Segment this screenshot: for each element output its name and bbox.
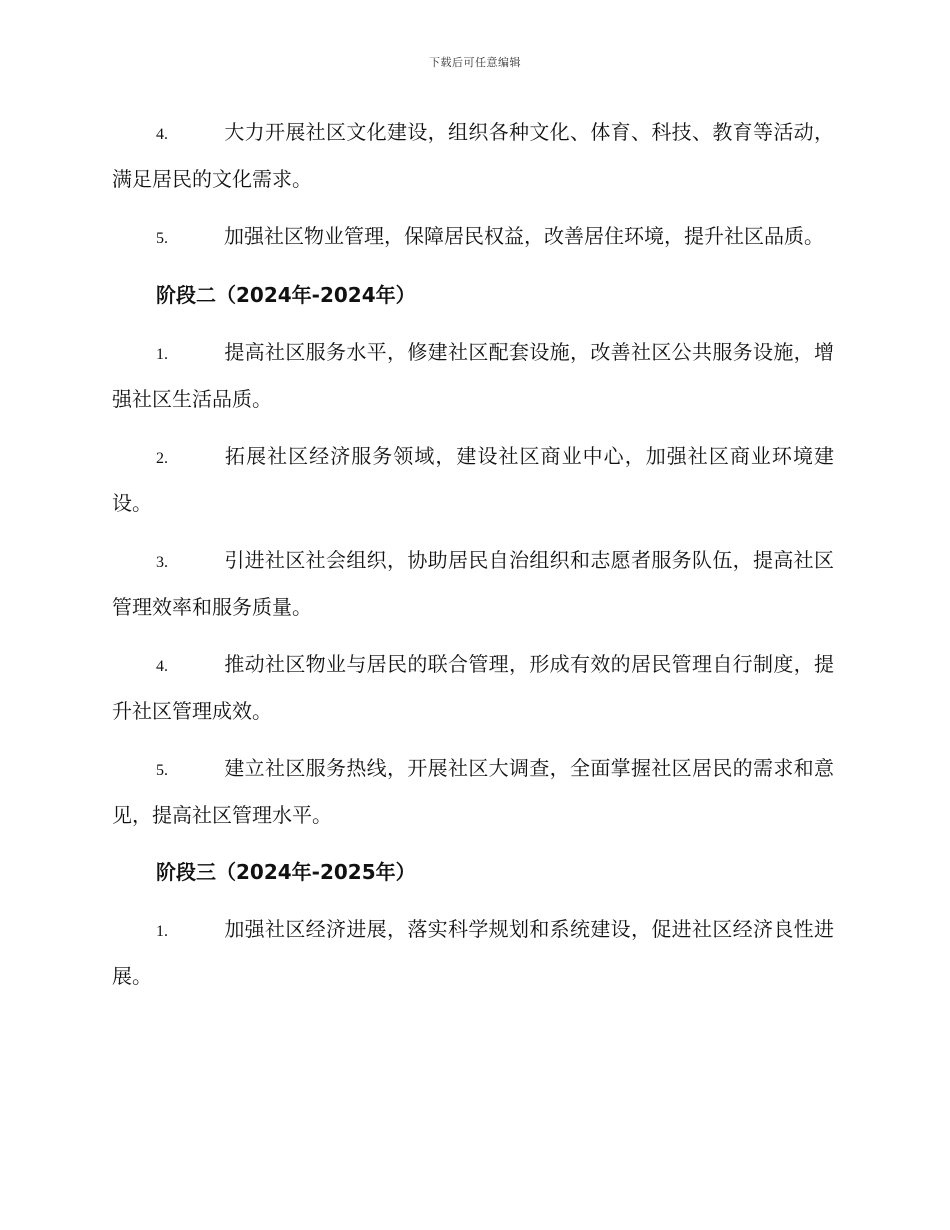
list-item [112, 642, 834, 734]
list-item [112, 110, 834, 202]
item-text: 提高社区服务水平，修建社区配套设施，改善社区公共服务设施，增强社区生活品质。 [112, 340, 834, 411]
section-heading-stage-three: 阶段三（2024年-2025年） [156, 860, 416, 884]
item-text: 拓展社区经济服务领域，建设社区商业中心，加强社区商业环境建设。 [112, 444, 834, 515]
list-item [112, 434, 834, 526]
item-number: 4. [156, 126, 168, 143]
item-text: 推动社区物业与居民的联合管理，形成有效的居民管理自行制度，提升社区管理成效。 [112, 652, 834, 723]
item-number: 1. [156, 346, 168, 363]
item-text: 建立社区服务热线，开展社区大调查，全面掌握社区居民的需求和意见，提高社区管理水平。 [112, 756, 834, 827]
list-item [112, 907, 834, 999]
item-text: 加强社区物业管理，保障居民权益，改善居住环境，提升社区品质。 [224, 224, 824, 248]
page-header: 下载后可任意编辑 [429, 56, 521, 69]
item-number: 5. [156, 762, 168, 779]
item-number: 5. [156, 230, 168, 247]
item-number: 4. [156, 658, 168, 675]
section-heading-stage-two: 阶段二（2024年-2024年） [156, 283, 416, 307]
item-text: 引进社区社会组织，协助居民自治组织和志愿者服务队伍，提高社区管理效率和服务质量。 [112, 548, 834, 619]
item-number: 3. [156, 554, 168, 571]
document-body [112, 110, 834, 1011]
list-item [112, 214, 834, 261]
item-text: 大力开展社区文化建设，组织各种文化、体育、科技、教育等活动，满足居民的文化需求。 [112, 120, 834, 191]
item-text: 加强社区经济进展，落实科学规划和系统建设，促进社区经济良性进展。 [112, 917, 834, 988]
list-item [112, 538, 834, 630]
item-number: 2. [156, 450, 168, 467]
item-number: 1. [156, 923, 168, 940]
list-item [112, 330, 834, 422]
list-item [112, 746, 834, 838]
